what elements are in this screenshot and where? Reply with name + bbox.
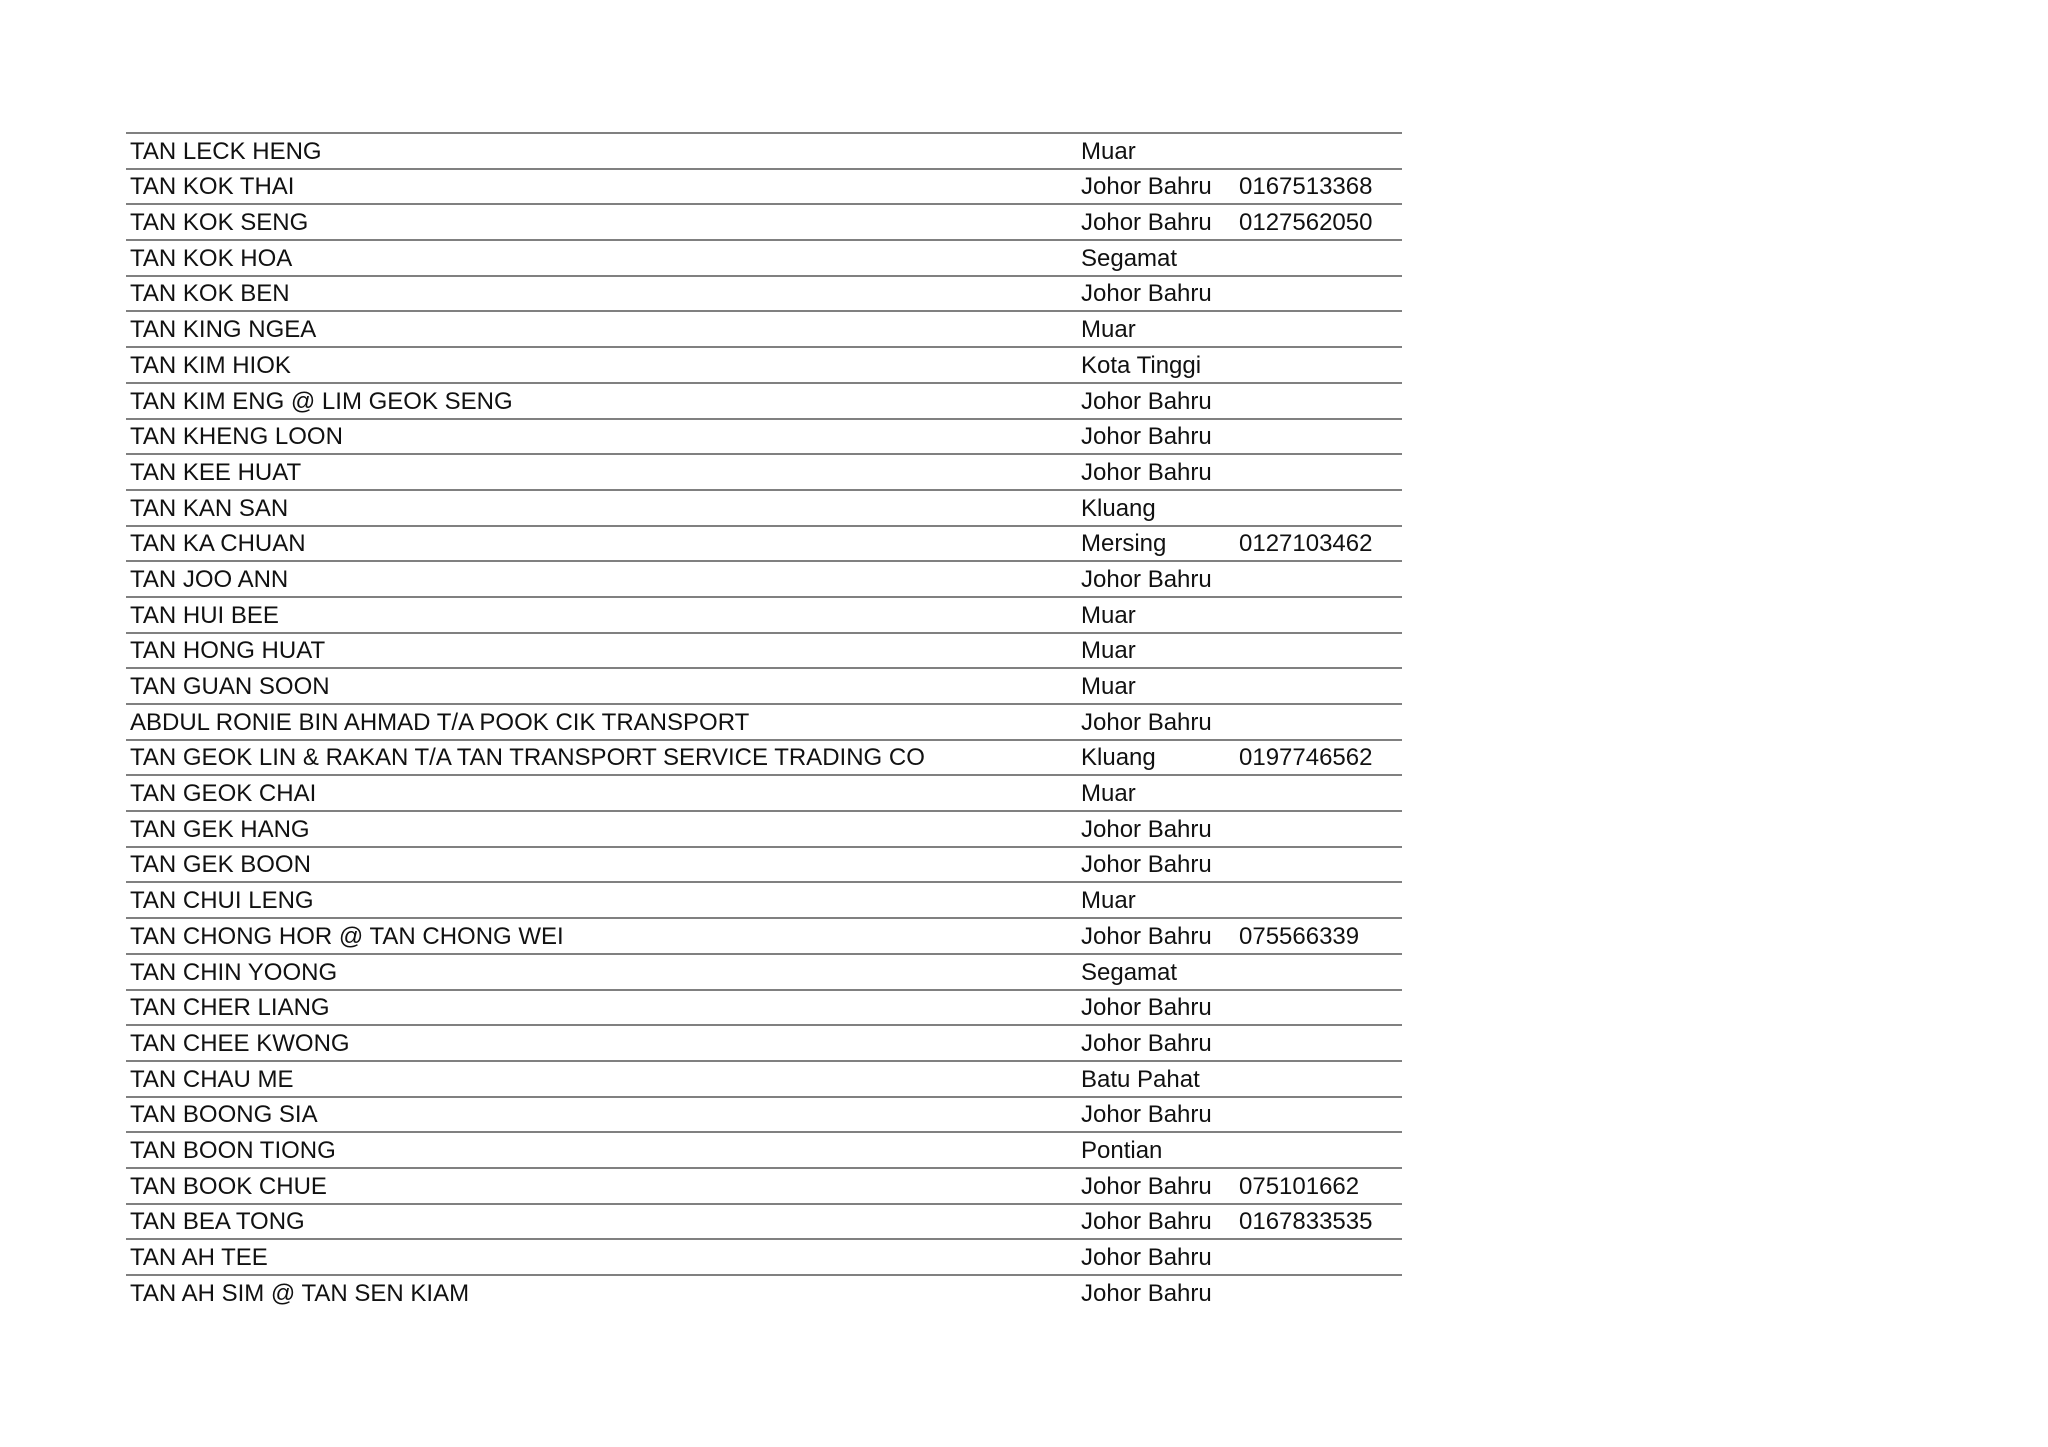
- table-row: [126, 881, 1402, 917]
- table-row: [126, 525, 1402, 561]
- town-cell: Johor Bahru: [1081, 1029, 1212, 1057]
- table-row: [126, 168, 1402, 204]
- town-cell: Johor Bahru: [1081, 1279, 1212, 1307]
- table-row: [126, 1167, 1402, 1203]
- phone-cell: [1239, 666, 1399, 667]
- town-cell: Kota Tinggi: [1081, 351, 1202, 379]
- phone-cell: [1239, 167, 1399, 168]
- phone-cell: [1239, 524, 1399, 525]
- name-cell: TAN BOON TIONG: [130, 1136, 336, 1164]
- table-row: [126, 774, 1402, 810]
- table-row: [126, 310, 1402, 346]
- table-row: [126, 1131, 1402, 1167]
- name-cell: TAN CHEE KWONG: [130, 1029, 350, 1057]
- town-cell: Pontian: [1081, 1136, 1163, 1164]
- name-cell: TAN JOO ANN: [130, 565, 289, 593]
- phone-cell: [1239, 1130, 1399, 1131]
- phone-cell: [1239, 1309, 1399, 1310]
- name-cell: TAN GEOK CHAI: [130, 780, 317, 808]
- directory-table: [126, 132, 1402, 1310]
- town-cell: Johor Bahru: [1081, 994, 1212, 1022]
- name-cell: ABDUL RONIE BIN AHMAD T/A POOK CIK TRANSPORT: [130, 708, 750, 736]
- name-cell: TAN KHENG LOON: [130, 423, 343, 451]
- name-cell: TAN KA CHUAN: [130, 530, 306, 558]
- table-row: [126, 560, 1402, 596]
- name-cell: TAN BOONG SIA: [130, 1101, 318, 1129]
- phone-cell: [1239, 1059, 1399, 1060]
- name-cell: TAN CHER LIANG: [130, 994, 330, 1022]
- name-cell: TAN KIM ENG @ LIM GEOK SENG: [130, 387, 513, 415]
- town-cell: Kluang: [1081, 744, 1156, 772]
- table-row: [126, 239, 1402, 275]
- town-cell: Johor Bahru: [1081, 708, 1212, 736]
- table-row: [126, 953, 1402, 989]
- name-cell: TAN KOK HOA: [130, 244, 293, 272]
- name-cell: TAN GEK BOON: [130, 851, 311, 879]
- phone-cell: [1239, 845, 1399, 846]
- name-cell: TAN BOOK CHUE: [130, 1172, 327, 1200]
- table-row: [126, 989, 1402, 1025]
- table-row: [126, 667, 1402, 703]
- name-cell: TAN KING NGEA: [130, 316, 317, 344]
- town-cell: Segamat: [1081, 958, 1178, 986]
- table-row: [126, 382, 1402, 418]
- phone-cell: 0127562050: [1239, 209, 1373, 237]
- phone-cell: [1239, 631, 1399, 632]
- table-row: [126, 453, 1402, 489]
- phone-cell: 0197746562: [1239, 744, 1373, 772]
- phone-cell: [1239, 1273, 1399, 1274]
- name-cell: TAN AH SIM @ TAN SEN KIAM: [130, 1279, 470, 1307]
- phone-cell: [1239, 381, 1399, 382]
- town-cell: Johor Bahru: [1081, 458, 1212, 486]
- town-cell: Muar: [1081, 887, 1136, 915]
- phone-cell: [1239, 916, 1399, 917]
- table-row: [126, 596, 1402, 632]
- table-row: [126, 132, 1402, 168]
- table-row: [126, 489, 1402, 525]
- table-row: [126, 810, 1402, 846]
- town-cell: Batu Pahat: [1081, 1065, 1200, 1093]
- town-cell: Segamat: [1081, 244, 1178, 272]
- phone-cell: [1239, 1095, 1399, 1096]
- town-cell: Johor Bahru: [1081, 280, 1212, 308]
- town-cell: Johor Bahru: [1081, 815, 1212, 843]
- name-cell: TAN KOK BEN: [130, 280, 290, 308]
- phone-cell: [1239, 702, 1399, 703]
- town-cell: Muar: [1081, 137, 1136, 165]
- phone-cell: [1239, 809, 1399, 810]
- town-cell: Muar: [1081, 673, 1136, 700]
- name-cell: TAN CHAU ME: [130, 1065, 294, 1093]
- name-cell: TAN CHUI LENG: [130, 887, 314, 915]
- phone-cell: 0167513368: [1239, 173, 1373, 201]
- table-row: [126, 346, 1402, 382]
- name-cell: TAN CHIN YOONG: [130, 958, 338, 986]
- phone-cell: [1239, 1023, 1399, 1024]
- name-cell: TAN BEA TONG: [130, 1208, 305, 1236]
- name-cell: TAN HONG HUAT: [130, 637, 326, 665]
- table-row: [126, 203, 1402, 239]
- town-cell: Johor Bahru: [1081, 1101, 1212, 1129]
- phone-cell: [1239, 274, 1399, 275]
- town-cell: Johor Bahru: [1081, 851, 1212, 879]
- town-cell: Johor Bahru: [1081, 922, 1212, 950]
- name-cell: TAN AH TEE: [130, 1244, 268, 1271]
- phone-cell: [1239, 738, 1399, 739]
- name-cell: TAN HUI BEE: [130, 601, 279, 629]
- phone-cell: [1239, 988, 1399, 989]
- table-row: [126, 632, 1402, 668]
- town-cell: Muar: [1081, 780, 1136, 808]
- table-row: [126, 739, 1402, 775]
- town-cell: Johor Bahru: [1081, 173, 1212, 201]
- table-row: [126, 917, 1402, 953]
- phone-cell: 075101662: [1239, 1172, 1360, 1200]
- town-cell: Kluang: [1081, 494, 1156, 522]
- phone-cell: 0127103462: [1239, 530, 1373, 558]
- town-cell: Mersing: [1081, 530, 1167, 558]
- town-cell: Johor Bahru: [1081, 565, 1212, 593]
- table-row: [126, 275, 1402, 311]
- phone-cell: [1239, 488, 1399, 489]
- town-cell: Johor Bahru: [1081, 1244, 1212, 1271]
- phone-cell: [1239, 417, 1399, 418]
- town-cell: Johor Bahru: [1081, 1172, 1212, 1200]
- town-cell: Johor Bahru: [1081, 1208, 1212, 1236]
- phone-cell: [1239, 345, 1399, 346]
- table-row: [126, 1238, 1402, 1274]
- phone-cell: [1239, 595, 1399, 596]
- name-cell: TAN GEK HANG: [130, 815, 310, 843]
- table-row: [126, 1060, 1402, 1096]
- town-cell: Johor Bahru: [1081, 423, 1212, 451]
- name-cell: TAN CHONG HOR @ TAN CHONG WEI: [130, 922, 564, 950]
- table-row: [126, 703, 1402, 739]
- town-cell: Johor Bahru: [1081, 387, 1212, 415]
- name-cell: TAN KAN SAN: [130, 494, 289, 522]
- town-cell: Muar: [1081, 637, 1136, 665]
- town-cell: Johor Bahru: [1081, 209, 1212, 237]
- table-row: [126, 1024, 1402, 1060]
- town-cell: Muar: [1081, 316, 1136, 344]
- table-row: [126, 1096, 1402, 1132]
- phone-cell: [1239, 1166, 1399, 1167]
- table-row: [126, 1203, 1402, 1239]
- name-cell: TAN KOK THAI: [130, 173, 295, 201]
- name-cell: TAN KOK SENG: [130, 209, 309, 237]
- name-cell: TAN KEE HUAT: [130, 458, 302, 486]
- phone-cell: [1239, 880, 1399, 881]
- table-row: [126, 418, 1402, 454]
- phone-cell: 075566339: [1239, 922, 1360, 950]
- name-cell: TAN GUAN SOON: [130, 673, 330, 700]
- phone-cell: 0167833535: [1239, 1208, 1373, 1236]
- name-cell: TAN GEOK LIN & RAKAN T/A TAN TRANSPORT SERVICE TRADING CO: [130, 744, 925, 772]
- name-cell: TAN KIM HIOK: [130, 351, 291, 379]
- name-cell: TAN LECK HENG: [130, 137, 322, 165]
- table-row: [126, 1274, 1402, 1310]
- phone-cell: [1239, 309, 1399, 310]
- table-row: [126, 846, 1402, 882]
- phone-cell: [1239, 452, 1399, 453]
- town-cell: Muar: [1081, 601, 1136, 629]
